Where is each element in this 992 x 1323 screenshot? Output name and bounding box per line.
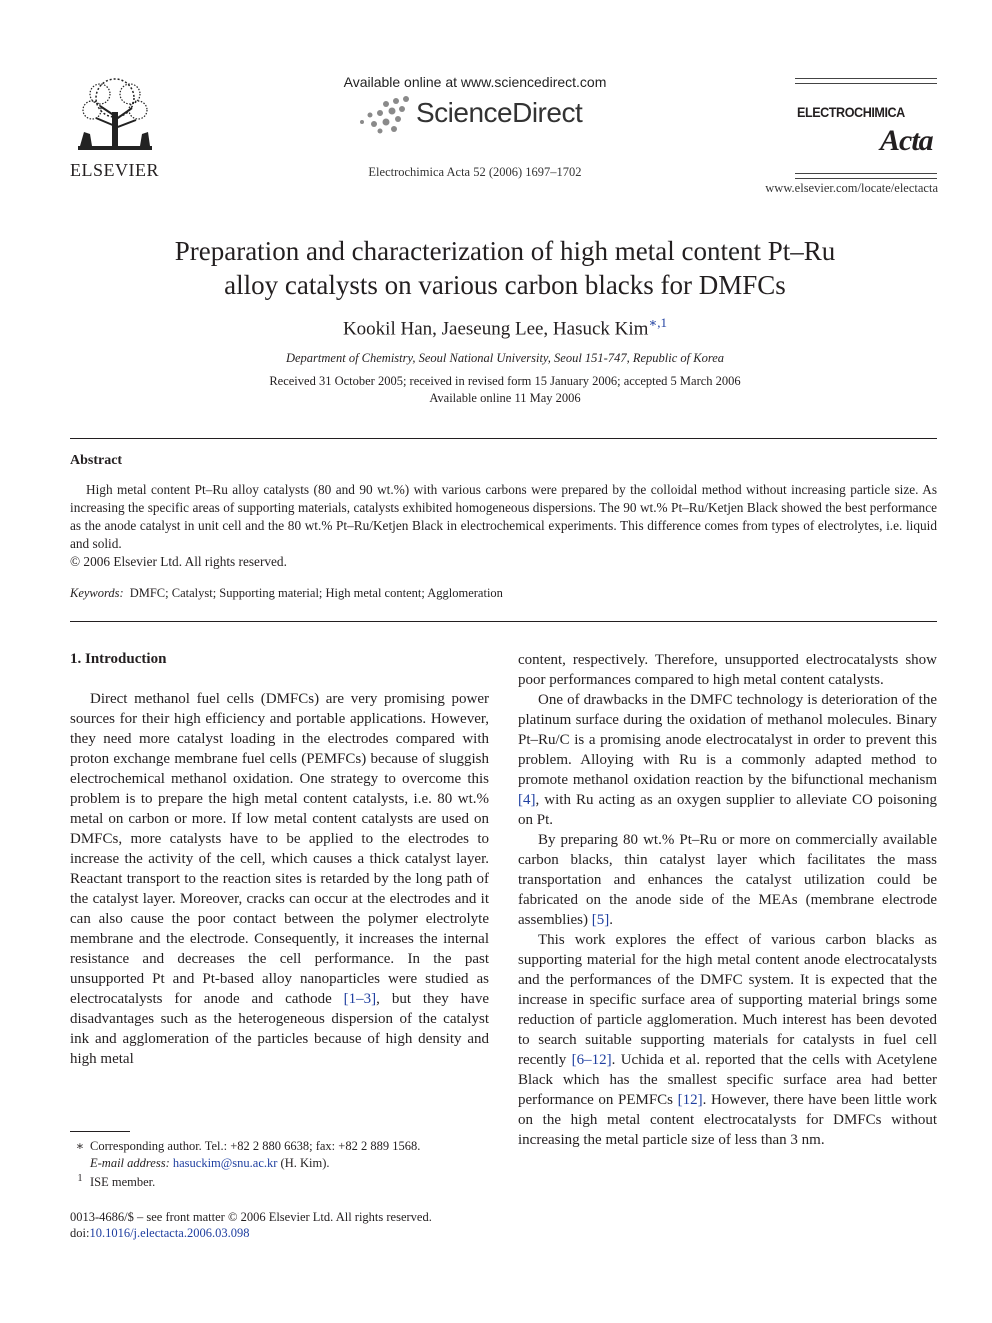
journal-name: ELECTROCHIMICA xyxy=(797,104,905,120)
text-run: One of drawbacks in the DMFC technology is deterioration of the platinum surface during the oxidation of methanol molecules. Binary Pt–Ru/C is a promising anode electrocatalyst in order to prevent this problem. Alloying with Ru is a commonly adapted method to promote methanol oxidation reaction by the bifunctional mechanism xyxy=(518,692,937,788)
ise-mark: 1 xyxy=(77,1173,83,1184)
intro-paragraph-1 xyxy=(70,689,489,1069)
journal-name-acta: Acta xyxy=(880,124,933,157)
journal-bottom-rule-2 xyxy=(795,178,937,179)
abstract-text: High metal content Pt–Ru alloy catalysts (80 and 90 wt.%) with various carbons were prepared by the colloidal method without increasing particle size. As increasing the specific areas of supporting materials, catalysts exhibited homogeneous dispersions. The 90 wt.% Pt–Ru/Ketjen Black showed the best performance as the anode catalyst in unit cell and the 80 wt.% Pt–Ru/Ketjen Black in electrochemical experiments. This difference comes from types of electrolytes, i.e. liquid and solid. xyxy=(70,482,937,551)
citation-link[interactable]: [4] xyxy=(518,792,536,808)
authors xyxy=(90,315,920,340)
doi-line xyxy=(70,1225,249,1241)
corresponding-mark: ∗ xyxy=(75,1139,85,1153)
keywords xyxy=(70,586,503,601)
sciencedirect-dots-icon xyxy=(358,95,414,135)
issn-line: 0013-4686/$ – see front matter © 2006 Elsevier Ltd. All rights reserved. xyxy=(70,1210,432,1224)
intro-paragraph-3 xyxy=(518,830,937,930)
text-run: . xyxy=(609,912,613,928)
journal-bottom-rule xyxy=(795,173,937,174)
title-line-1: Preparation and characterization of high metal content Pt–Ru xyxy=(174,236,836,266)
doi-label: doi: xyxy=(70,1226,90,1240)
citation-link[interactable]: [12] xyxy=(677,1092,703,1108)
abstract-top-rule xyxy=(70,438,937,439)
title-line-2: alloy catalysts on various carbon blacks for DMFCs xyxy=(224,270,786,300)
abstract-heading: Abstract xyxy=(70,453,123,468)
email-link[interactable]: hasuckim@snu.ac.kr xyxy=(172,1156,278,1170)
journal-top-rule-2 xyxy=(795,83,937,84)
citation-link[interactable]: [6–12] xyxy=(571,1052,612,1068)
section-heading-introduction: 1. Introduction xyxy=(70,651,167,667)
column-left xyxy=(70,689,489,1069)
sciencedirect-logo xyxy=(358,95,598,135)
citation-link[interactable]: [5] xyxy=(591,912,610,928)
text-run: . Uchida et al. reported that the cells with Acetylene Black which has the smallest specific surface area had better performance on PEMFCs xyxy=(518,1052,937,1108)
text-run: , with Ru acting as an oxygen supplier to alleviate CO poisoning on Pt. xyxy=(518,792,937,828)
footnote-corresponding xyxy=(70,1138,420,1154)
elsevier-tree-logo xyxy=(70,76,160,158)
keywords-list: DMFC; Catalyst; Supporting material; High metal content; Agglomeration xyxy=(129,586,503,600)
text-run: . However, there have been little work on the high metal content electrocatalysts for DMFCs without increasing the metal particle size of less than 3 nm. xyxy=(518,1092,937,1148)
intro-paragraph-4 xyxy=(518,930,937,1150)
journal-top-rule xyxy=(795,78,937,79)
received-dates: Received 31 October 2005; received in revised form 15 January 2006; accepted 5 March 2006 xyxy=(269,374,741,388)
abstract-bottom-rule xyxy=(70,621,937,622)
journal-reference: Electrochimica Acta 52 (2006) 1697–1702 xyxy=(368,165,582,179)
journal-url[interactable]: www.elsevier.com/locate/electacta xyxy=(765,181,938,195)
email-suffix: (H. Kim). xyxy=(280,1156,330,1170)
corresponding-text: Corresponding author. Tel.: +82 2 880 6638; fax: +82 2 889 1568. xyxy=(90,1139,421,1153)
affiliation: Department of Chemistry, Seoul National University, Seoul 151-747, Republic of Korea xyxy=(285,351,725,365)
article-dates xyxy=(90,373,920,407)
intro-paragraph-1-cont: content, respectively. Therefore, unsupported electrocatalysts show poor performances compared to high metal content catalysts. xyxy=(518,652,937,688)
article-title xyxy=(90,234,920,302)
sciencedirect-wordmark: ScienceDirect xyxy=(416,97,583,128)
doi-link[interactable]: 10.1016/j.electacta.2006.03.098 xyxy=(89,1226,250,1240)
footnote-email xyxy=(90,1155,330,1171)
intro-paragraph-2 xyxy=(518,690,937,830)
available-online: Available online at www.sciencedirect.com xyxy=(343,74,607,90)
column-right xyxy=(518,650,937,1150)
text-run: , but they have disadvantages such as the heterogeneous dispersion of the catalyst ink and agglomeration of the particles because of high density and high metal xyxy=(70,991,489,1067)
footnote-ise xyxy=(70,1171,155,1190)
author-marks[interactable]: ∗,1 xyxy=(648,315,668,330)
available-date: Available online 11 May 2006 xyxy=(429,391,581,405)
author-list: Kookil Han, Jaeseung Lee, Hasuck Kim xyxy=(342,318,649,340)
citation-link[interactable]: [1–3] xyxy=(343,991,377,1007)
abstract-body xyxy=(70,481,937,553)
text-run: This work explores the effect of various carbon blacks as supporting material for the high metal content anode electrocatalysts and the performances of the DMFC system. It is expected that the increase in specific surface area of supporting material brings some reduction of particle agglomeration. Much interest has been devoted to search suitable supporting materials for catalysts in fuel cell recently xyxy=(518,932,937,1068)
text-run: Direct methanol fuel cells (DMFCs) are very promising power sources for their high efficiency and portable applications. However, they need more catalyst loading in the electrodes compared with proton exchange membrane fuel cells (PEMFCs) because of sluggish electrochemical methanol oxidation. One strategy to overcome this problem is to prepare the high metal content catalysts, i.e. 80 wt.% metal on carbon or more. If low metal content catalysts are used on DMFCs, more catalysts have to be applied to the electrodes to increase the activity of the cell, which causes a thick catalyst layer. Reactant transport to the reaction sites is retarded by the long path of the catalyst layer. Moreover, cracks can occur at the electrodes and it can also cause the poor contact between the polymer electrolyte membrane and the electrode. Consequently, it increases the internal resistance and decreases the cell performance. In the past unsupported Pt and Pt-based alloy nanoparticles were studied as electrocatalysts for anode and cathode xyxy=(70,691,489,1007)
text-run: By preparing 80 wt.% Pt–Ru or more on commercially available carbon blacks, thin catalyst layer which facilitates the mass transportation and enhances the catalyst utilization could be fabricated on the anode side of the MEAs (membrane electrode assemblies) xyxy=(518,832,937,928)
email-label: E-mail address: xyxy=(90,1156,170,1170)
footnote-rule xyxy=(70,1131,130,1132)
publisher-name: ELSEVIER xyxy=(70,160,159,180)
keywords-label: Keywords: xyxy=(70,586,124,600)
ise-text: ISE member. xyxy=(90,1175,156,1190)
abstract-copyright: © 2006 Elsevier Ltd. All rights reserved. xyxy=(70,554,287,569)
